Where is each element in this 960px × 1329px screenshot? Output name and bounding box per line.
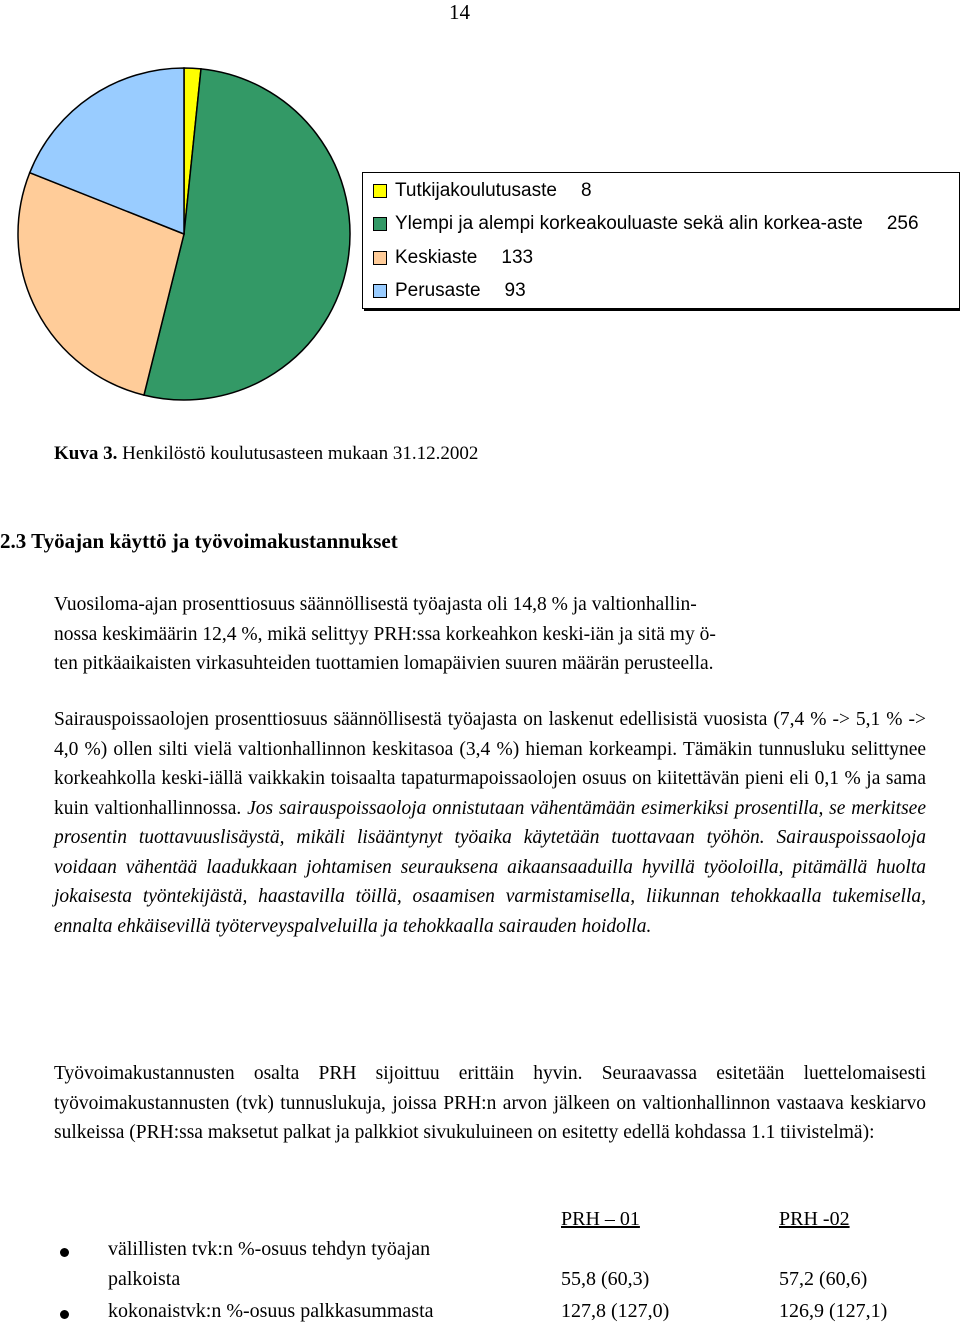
bullet-icon	[60, 1248, 69, 1257]
figure-caption	[54, 443, 478, 465]
legend-count: 93	[504, 280, 526, 301]
caption-label: Kuva 3.	[54, 443, 118, 464]
table-cell-prh-01: 55,8 (60,3)	[561, 1268, 650, 1290]
legend-item	[373, 246, 533, 270]
legend-swatch-0	[373, 184, 387, 198]
legend-item	[373, 179, 592, 203]
paragraph-italic-text: Jos sairauspoissaoloja onnistutaan vähentämään esimerkiksi prosentilla, se merkitsee prosentin tuottavuuslisäystä, mikäli lisääntynyt työaika käytetään tuottavaan työhön. Sairauspoissaoloja voidaan vähentää laadukkaan johtamisen seurauksena aikaansaaduilla hyvillä työoloilla, pitämällä huolta jokaisesta työntekijästä, haastavilla töillä, osaamisen varmistamisella, liikunnan tehokkaalla tukemisella, ennalta ehkäisevillä työterveyspalveluilla ja tehokkaalla sairauden hoidolla.	[54, 797, 926, 937]
legend-label: Tutkijakoulutusaste	[395, 180, 557, 201]
paragraph-labour-costs: Työvoimakustannusten osalta PRH sijoittuu erittäin hyvin. Seuraavassa esitetään luettelomaisesti työvoimakustannusten (tvk) tunnuslukuja, joissa PRH:n arvon jälkeen on valtionhallinnon vastaava keskiarvo sulkeissa (PRH:ssa maksetut palkat ja palkkiot sivukuluineen on esitetty edellä kohdassa 1.1 tiivistelmä):	[54, 1063, 926, 1143]
section-heading: 2.3 Työajan käyttö ja työvoimakustannukset	[0, 529, 398, 553]
paragraph-line: nossa keskimäärin 12,4 %, mikä selittyy PRH:ssa korkeahkon keski-iän ja sitä my ö-	[54, 623, 716, 645]
paragraph-vacation	[54, 590, 926, 679]
table-row-label: kokonaistvk:n %-osuus palkkasummasta	[108, 1300, 434, 1322]
caption-text: Henkilöstö koulutusasteen mukaan 31.12.2002	[122, 443, 479, 464]
page-number: 14	[449, 0, 470, 24]
paragraph-line: Vuosiloma-ajan prosenttiosuus säännöllisestä työajasta oli 14,8 % ja valtionhallin-	[54, 594, 697, 615]
pie-chart	[0, 60, 360, 420]
legend-label: Perusaste	[395, 280, 481, 301]
table-row-label: palkoista	[108, 1268, 181, 1290]
legend-swatch-3	[373, 284, 387, 298]
legend-count: 256	[886, 213, 919, 234]
table-cell-prh-02: 126,9 (127,1)	[779, 1300, 888, 1322]
paragraph-line: ten pitkäaikaisten virkasuhteiden tuottamien lomapäivien suuren määrän perusteella.	[54, 653, 714, 674]
chart-legend	[362, 172, 960, 309]
table-header-prh-02: PRH -02	[779, 1208, 850, 1230]
legend-label: Ylempi ja alempi korkeakouluaste sekä alin korkea-aste	[395, 213, 863, 234]
legend-swatch-2	[373, 251, 387, 265]
table-row-label: välillisten tvk:n %-osuus tehdyn työajan	[108, 1238, 431, 1260]
table-cell-prh-02: 57,2 (60,6)	[779, 1268, 868, 1290]
legend-label: Keskiaste	[395, 247, 478, 268]
paragraph-sick-leave	[54, 705, 926, 941]
legend-count: 133	[501, 247, 534, 268]
legend-item	[373, 279, 526, 303]
table-header-prh-01: PRH – 01	[561, 1208, 640, 1230]
bullet-icon	[60, 1310, 69, 1319]
paragraph-text: Sairauspoissaolojen prosenttiosuus säännöllisestä työajasta on laskenut edellisistä vuosista (7,4 % -> 5,1 % -> 4,0 %) ollen silti vielä valtionhallinnon keskitasoa (3,4 %) hieman korkeampi. Tämäkin tunnusluku selittynee korkeahkolla keski-iällä vaikkakin toisaalta tapaturmapoissaolojen osuus on kiitettävän pieni eli 0,1 % ja sama kuin valtionhallinnossa.	[54, 709, 926, 819]
legend-count: 8	[580, 180, 592, 201]
legend-swatch-1	[373, 217, 387, 231]
table-cell-prh-01: 127,8 (127,0)	[561, 1300, 670, 1322]
legend-item	[373, 212, 919, 236]
